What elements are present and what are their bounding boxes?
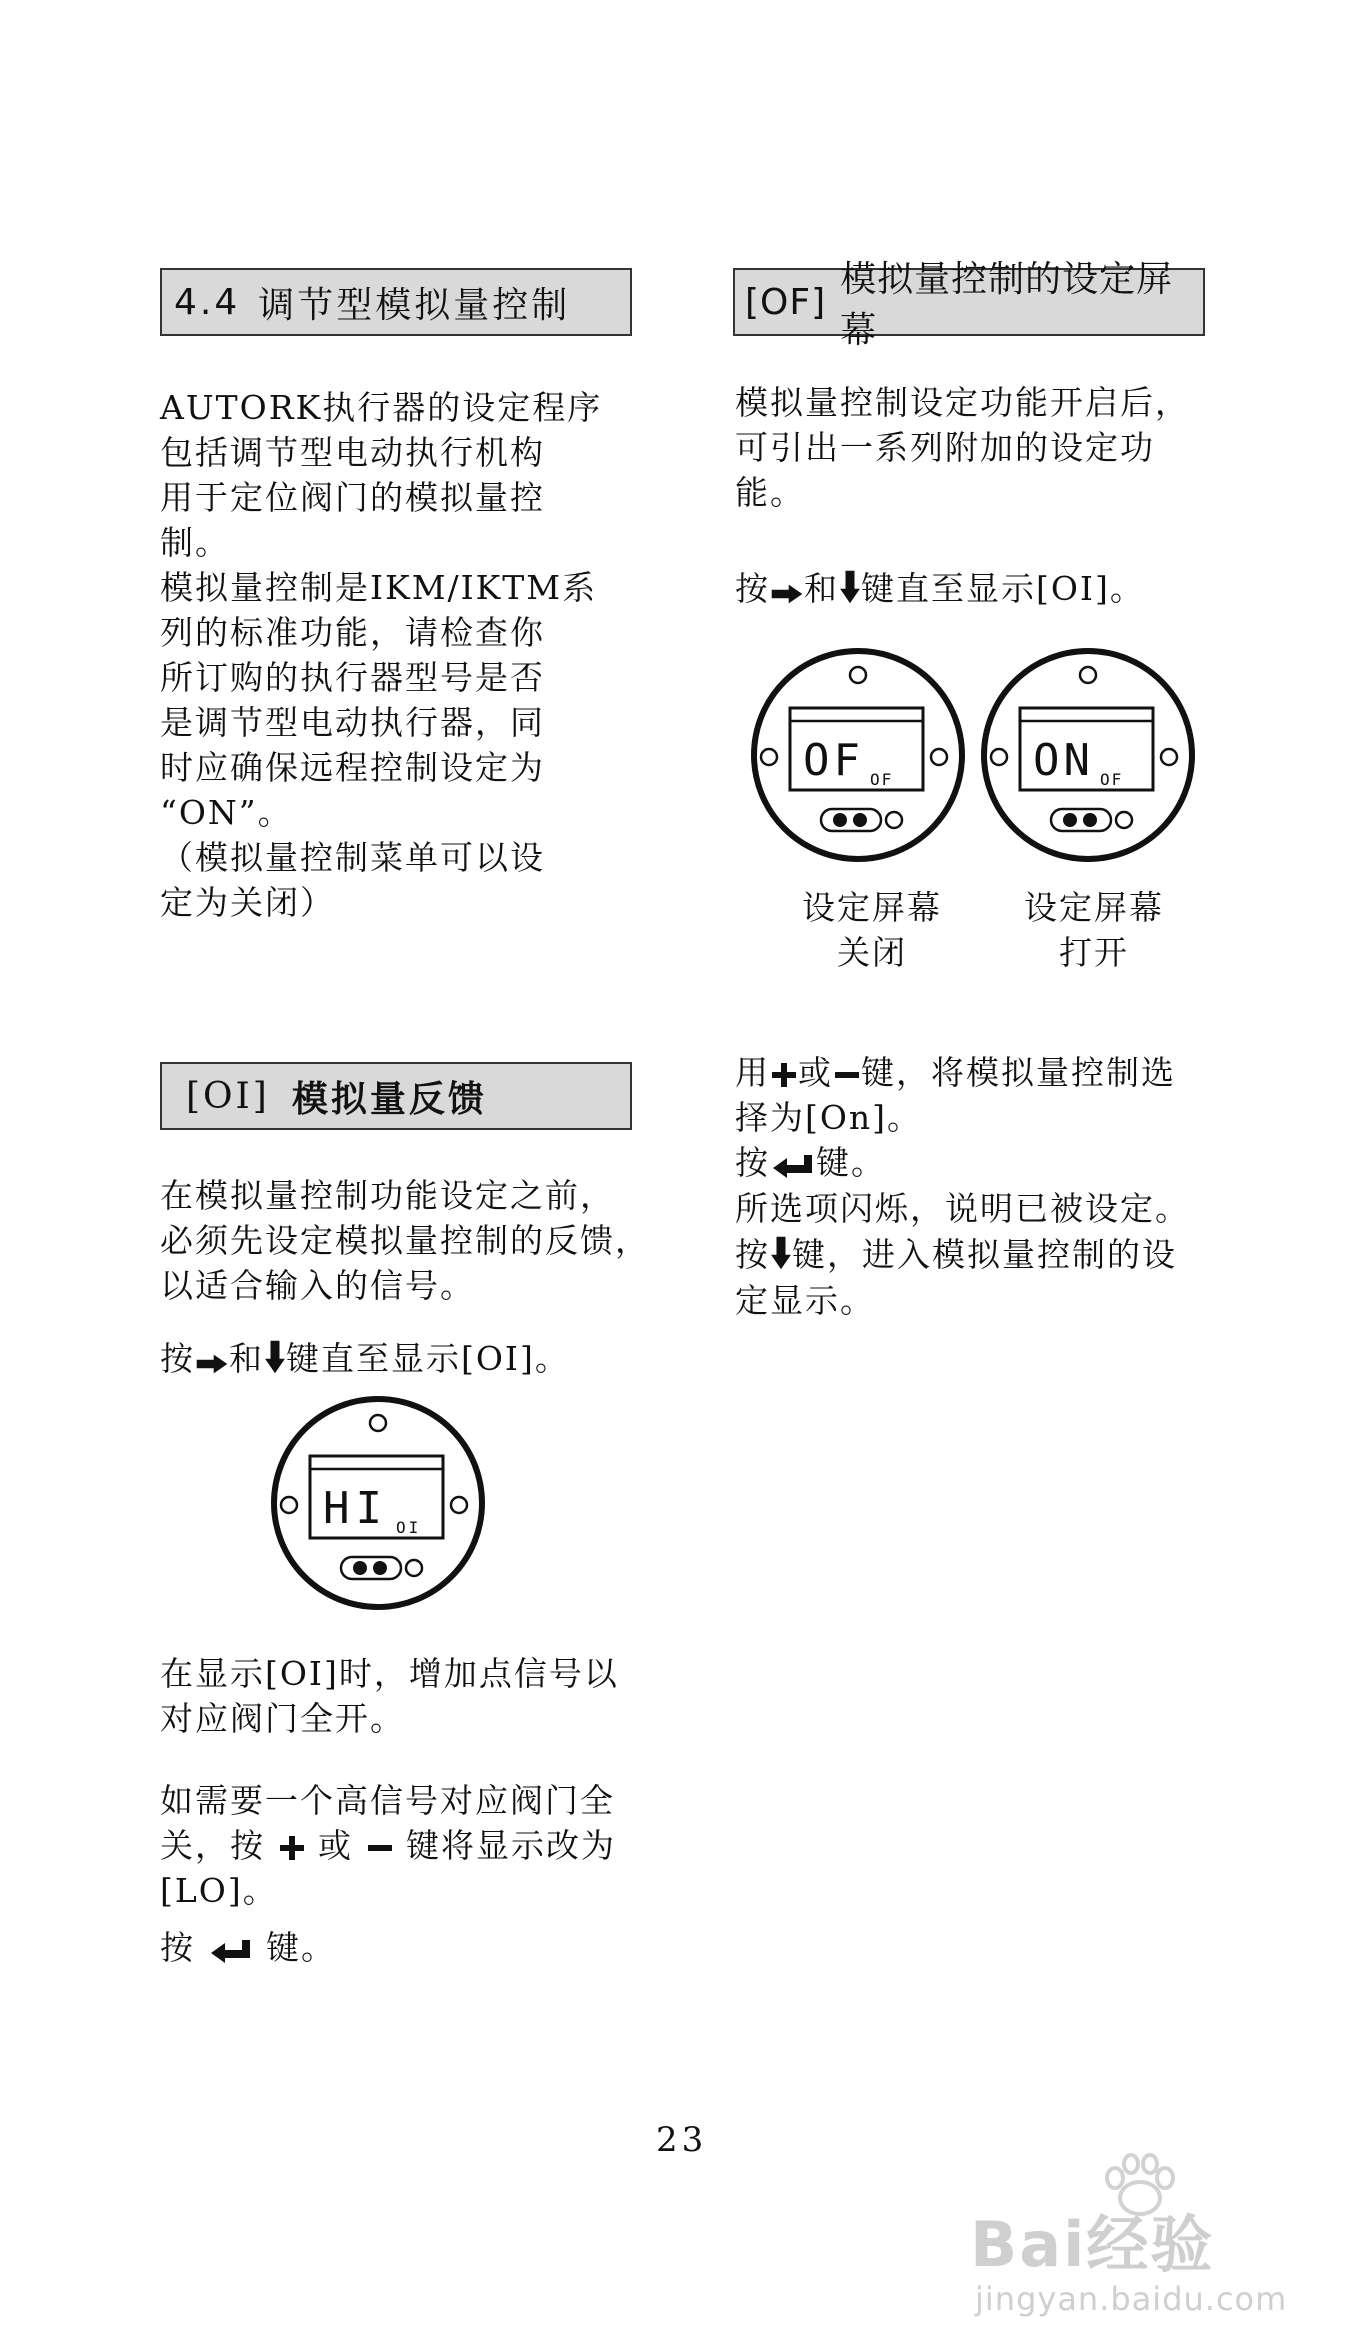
display-main-text: HI [323,1483,388,1534]
text: 键，将模拟量控制选 [861,1053,1176,1092]
minus-icon [833,1061,861,1089]
text: 键将显示改为 [406,1826,616,1865]
down-arrow-icon [264,1339,286,1375]
text: 按 [160,1928,195,1967]
led-dot-icon [373,1561,387,1575]
display-sub-text: OF [1100,770,1124,789]
down-arrow-icon [839,569,861,605]
section-title: 调节型模拟量控制 [258,284,571,326]
select-line-3 [735,1140,886,1185]
select-line-1 [735,1050,1176,1095]
enter-icon [770,1153,816,1179]
select-line-2: 择为[On]。 [735,1098,923,1137]
section-header-4-4 [160,268,632,336]
intro-paragraph: AUTORK执行器的设定程序 包括调节型电动执行机构 用于定位阀门的模拟量控 制。 模拟量控制是IKM/IKTM系 列的标准功能，请检查你 所订购的执行器型号是否 是调节型电动执行器，同 时应确保远程控制设定为 “ON”。 （模拟量控制菜单可以设 定为关闭） [160,388,603,922]
section-code: [OI] [186,1075,270,1117]
minus-icon [366,1834,394,1862]
right-arrow-icon [770,583,804,605]
led-open-icon [1116,812,1132,828]
text: 键直至显示[OI]。 [286,1339,570,1378]
led-dot-icon [1063,813,1077,827]
right-arrow-icon [195,1353,229,1375]
high-signal-line-1: 如需要一个高信号对应阀门全 [160,1781,615,1820]
enter-icon [208,1938,254,1964]
led-dot-icon [833,813,847,827]
text: 用 [735,1053,770,1092]
text: 按 [735,569,770,608]
text: 和 [804,569,839,608]
actuator-display-on [978,645,1198,865]
text: 键直至显示[OI]。 [861,569,1145,608]
press-arrows-line-right [735,566,1145,611]
section-title: 模拟量控制的设定屏幕 [840,259,1174,351]
select-line-5 [735,1232,1177,1277]
after-display-paragraph: 在显示[OI]时，增加点信号以 对应阀门全开。 [160,1654,619,1738]
plus-icon [278,1834,306,1862]
actuator-display-hi [268,1393,488,1613]
text: 按 [735,1235,770,1274]
text: 键。 [266,1928,336,1967]
display-sub-text: OF [870,770,894,789]
led-dot-icon [853,813,867,827]
led-dot-icon [1083,813,1097,827]
text: 键，进入模拟量控制的设 [792,1235,1177,1274]
text: 按 [160,1339,195,1378]
section-header-oi [160,1062,632,1130]
text: 关，按 [160,1826,265,1865]
display-main-text: ON [1033,735,1094,786]
section-code: [OF] [745,281,827,323]
of-paragraph: 模拟量控制设定功能开启后， 可引出一系列附加的设定功 能。 [735,383,1190,512]
section-header-of [733,259,1205,351]
page-number: 23 [656,2120,708,2160]
enter-line-left [160,1925,336,1970]
select-line-6: 定显示。 [735,1281,875,1320]
caption-off: 设定屏幕 关闭 [802,888,942,972]
led-dot-icon [353,1561,367,1575]
led-open-icon [886,812,902,828]
display-sub-text: OI [396,1518,422,1537]
text: 键。 [816,1143,886,1182]
text: 或 [798,1053,833,1092]
select-line-4: 所选项闪烁，说明已被设定。 [735,1189,1190,1228]
feedback-paragraph: 在模拟量控制功能设定之前， 必须先设定模拟量控制的反馈， 以适合输入的信号。 [160,1176,650,1305]
section-title: 模拟量反馈 [291,1078,487,1120]
down-arrow-icon [770,1235,792,1271]
plus-icon [770,1061,798,1089]
high-signal-line-2 [160,1823,616,1868]
high-signal-line-3: [LO]。 [160,1871,278,1910]
watermark-url: jingyan.baidu.com [975,2280,1288,2318]
section-number: 4.4 [174,281,241,323]
display-main-text: OF [803,735,864,786]
caption-on: 设定屏幕 打开 [1024,888,1164,972]
press-arrows-line [160,1336,570,1381]
text: 或 [318,1826,353,1865]
watermark-brand: Bai经验 [970,2208,1215,2281]
led-open-icon [406,1560,422,1576]
text: 和 [229,1339,264,1378]
actuator-display-off [748,645,968,865]
text: 按 [735,1143,770,1182]
